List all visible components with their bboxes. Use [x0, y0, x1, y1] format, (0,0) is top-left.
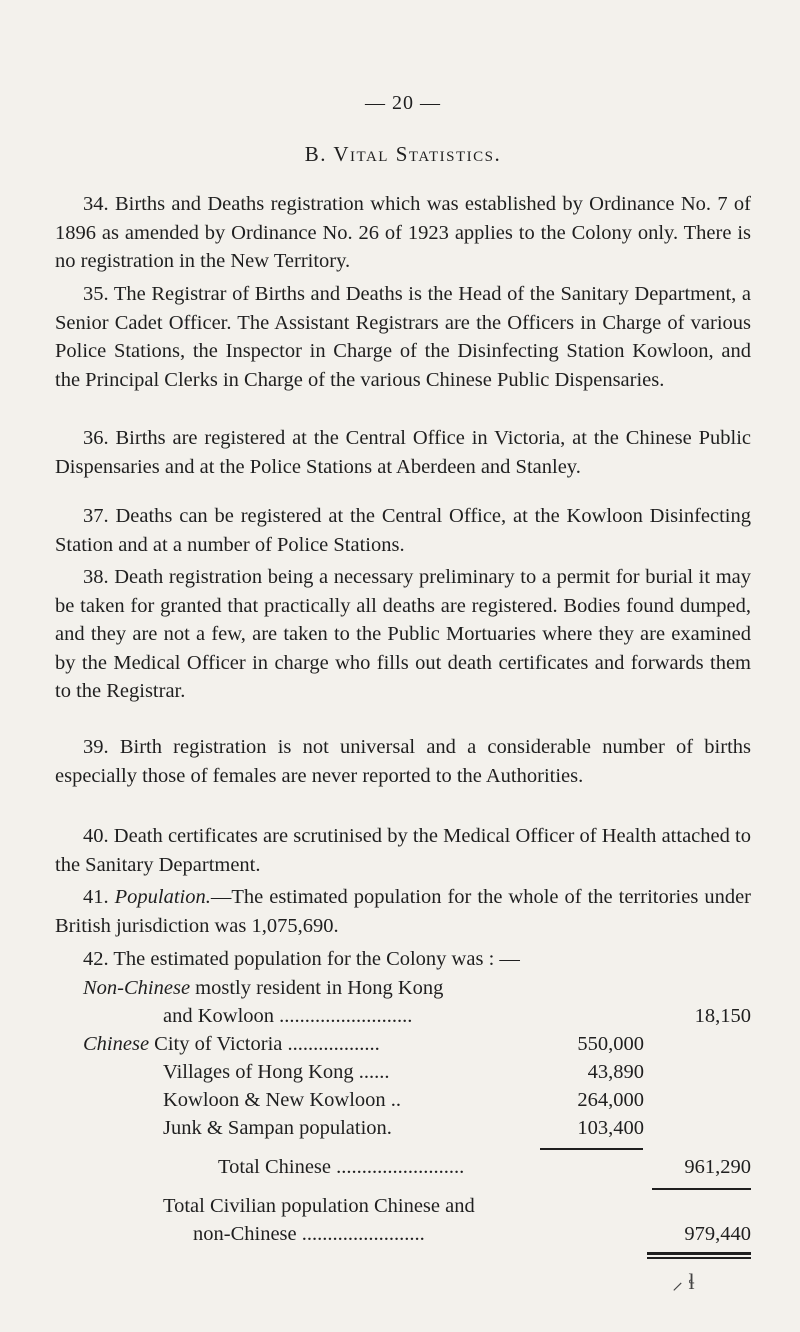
paragraph-38-text: 38. Death registration being a necessary preliminary to a permit for burial it may be taken for granted that practically all deaths are registered. Bodies found dumped, and they are not a few, are taken to the Public Mortuaries where they are examined by the Medical Officer in charge who fills out death certificates and forwards them to the Registrar.	[55, 566, 751, 702]
total-chinese-row	[218, 1153, 464, 1182]
chinese-row-value: 43,890	[587, 1061, 644, 1083]
chinese-row-label: Junk & Sampan population.	[163, 1117, 392, 1139]
chinese-row-kowloon	[163, 1086, 401, 1115]
leader-dots: ..........................	[274, 1005, 413, 1027]
leader-dots: ..	[385, 1089, 402, 1111]
leader-dots: ......	[353, 1061, 390, 1083]
total-civilian-row-line2	[193, 1220, 425, 1249]
paragraph-34	[55, 190, 751, 276]
chinese-row-value: 550,000	[577, 1033, 644, 1055]
total-chinese-label: Total Chinese	[218, 1156, 332, 1178]
paragraph-42-intro	[55, 945, 751, 974]
paragraph-42-intro-text: 42. The estimated population for the Colony was : —	[83, 948, 520, 970]
paragraph-36	[55, 424, 751, 481]
paragraph-39	[55, 733, 751, 790]
non-chinese-row-line1	[83, 974, 443, 1003]
total-civilian-value: 979,440	[684, 1223, 751, 1245]
chinese-row-label: City of Victoria	[154, 1033, 283, 1055]
grand-total-rule-1	[647, 1252, 751, 1255]
non-chinese-desc-line2: and Kowloon	[163, 1005, 275, 1027]
chinese-label: Chinese	[83, 1033, 150, 1055]
paragraph-41-number: 41.	[83, 886, 109, 908]
total-rule	[652, 1188, 751, 1190]
paragraph-38	[55, 563, 751, 706]
non-chinese-row-line2	[163, 1002, 412, 1031]
paragraph-35-text: 35. The Registrar of Births and Deaths is the Head of the Sanitary Department, a Senior Cadet Officer. The Assistant Registrars are the Officers in Charge of various Police Stations, the Inspector in Charge of the Disinfecting Station Kowloon, and the Principal Clerks in Charge of the various Chinese Public Dispensaries.	[55, 283, 751, 391]
paragraph-35	[55, 280, 751, 394]
chinese-row-value: 264,000	[577, 1089, 644, 1111]
leader-dots: .........................	[331, 1156, 465, 1178]
chinese-row-label: Kowloon & New Kowloon	[163, 1089, 386, 1111]
paragraph-37	[55, 502, 751, 559]
total-civilian-row-line1	[163, 1192, 475, 1221]
leader-dots: ........................	[296, 1223, 425, 1245]
paragraph-39-text: 39. Birth registration is not universal and a considerable number of births especially those of females are never reported to the Authorities.	[55, 736, 751, 787]
paragraph-40-text: 40. Death certificates are scrutinised by the Medical Officer of Health attached to the Sanitary Department.	[55, 825, 751, 876]
total-chinese-value: 961,290	[684, 1156, 751, 1178]
grand-total-rule-2	[647, 1257, 751, 1259]
leader-dots: ..................	[282, 1033, 380, 1055]
chinese-row-label: Villages of Hong Kong	[163, 1061, 354, 1083]
stamp-mark: ⸝ ɬ	[672, 1269, 695, 1294]
chinese-row-junk	[163, 1114, 392, 1143]
total-civilian-label-line1: Total Civilian population Chinese and	[163, 1195, 475, 1217]
page-number: — 20 —	[365, 92, 441, 114]
chinese-row-victoria	[83, 1030, 380, 1059]
chinese-row-villages	[163, 1058, 390, 1087]
non-chinese-desc-line1: mostly resident in Hong Kong	[195, 977, 444, 999]
paragraph-41	[55, 883, 751, 940]
paragraph-41-text: —The estimated population for the whole of the territories under British jurisdiction was 1,075,690.	[55, 886, 751, 937]
section-title: B. Vital Statistics.	[304, 142, 502, 166]
paragraph-40	[55, 822, 751, 879]
paragraph-41-heading: Population.	[114, 886, 211, 908]
non-chinese-label: Non-Chinese	[83, 977, 191, 999]
subtotal-rule	[540, 1148, 643, 1150]
chinese-row-value: 103,400	[577, 1117, 644, 1139]
total-civilian-label-line2: non-Chinese	[193, 1223, 297, 1245]
paragraph-37-text: 37. Deaths can be registered at the Central Office, at the Kowloon Disinfecting Station and at a number of Police Stations.	[55, 505, 751, 556]
paragraph-36-text: 36. Births are registered at the Central Office in Victoria, at the Chinese Public Dispensaries and at the Police Stations at Aberdeen and Stanley.	[55, 427, 751, 478]
paragraph-34-text: 34. Births and Deaths registration which was established by Ordinance No. 7 of 1896 as amended by Ordinance No. 26 of 1923 applies to the Colony only. There is no registration in the New Territory.	[55, 193, 751, 272]
non-chinese-value: 18,150	[694, 1005, 751, 1027]
